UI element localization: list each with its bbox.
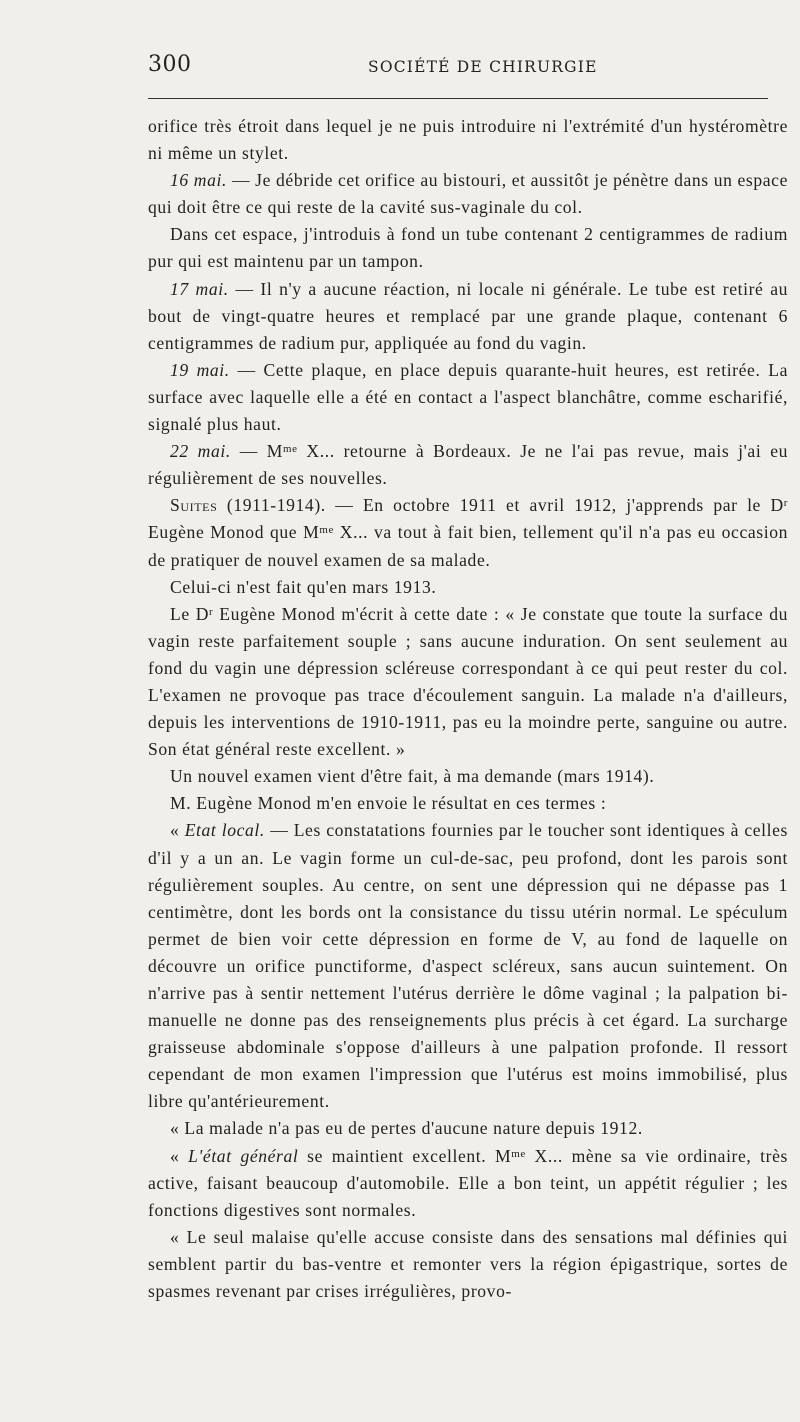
- paragraph: [148, 817, 788, 1115]
- paragraph: [148, 276, 788, 357]
- paragraph: [148, 1224, 788, 1305]
- date-label: 17 mai.: [170, 278, 229, 299]
- paragraph-text: Eugène Monod que M: [148, 522, 320, 543]
- superscript: r: [783, 497, 788, 510]
- section-label: L'état général: [188, 1145, 299, 1166]
- page-header: [148, 52, 776, 84]
- paragraph-text: X... mène sa vie ordinaire, très active, faisant beaucoup d'automobile. Elle a bon teint, un appétit régulier ; les fonctions digestives sont normales.: [148, 1145, 788, 1220]
- superscript: me: [283, 443, 298, 456]
- paragraph: [148, 357, 788, 438]
- paragraph-text: — Cette plaque, en place depuis quarante-huit heures, est retirée. La surface avec laquelle elle a été en contact a l'aspect blanchâtre, comme escharifié, signalé plus haut.: [148, 359, 788, 435]
- paragraph-text: — Je débride cet orifice au bistouri, et aussitôt je pénètre dans un espace qui doit être ce qui reste de la cavité sus-vaginale du col.: [148, 170, 788, 218]
- paragraph-text: Celui-ci n'est fait qu'en mars 1913.: [170, 576, 437, 597]
- paragraph: [148, 492, 788, 573]
- body-text: [148, 113, 788, 1305]
- superscript: r: [209, 605, 214, 618]
- paragraph-text: — M: [230, 441, 284, 462]
- date-label: 19 mai.: [170, 359, 230, 380]
- paragraph-text: Eugène Monod m'écrit à cette date : « Je constate que toute la surface du vagin reste parfaitement souple ; sans aucune induration. On sent seulement au fond du vagin une dépression scléreuse correspondant à ce qui peut rester du col. L'examen ne provoque pas trace d'écoulement sanguin. La malade n'a d'ailleurs, depuis les interventions de 1910-1911, pas eu la moindre perte, sanguine ou autre. Son état général reste excellent. »: [148, 603, 789, 760]
- paragraph-text: Dans cet espace, j'introduis à fond un tube contenant 2 centigrammes de radium pur qui est maintenu par un tampon.: [148, 224, 788, 272]
- paragraph-text: — Les constatations fournies par le toucher sont identiques à celles d'il y a un an. Le vagin forme un cul-de-sac, peu profond, dont les parois sont régulièrement souples. Au centre, on sent une dépression qui ne dépasse pas 1 centimètre, dont les bords ont la consistance du tissu utérin normal. Le spéculum permet de bien voir cette dépression en forme de V, au fond de laquelle on découvre un orifice punctiforme, d'aspect scléreux, sans aucun suintement. On n'arrive pas à sentir nettement l'utérus derrière le dôme vaginal ; la palpation bi-manuelle ne donne pas des renseignements plus précis à cet égard. La surcharge graisseuse abdominale s'oppose d'ailleurs à une palpation profonde. Il ressort cependant de mon examen l'impression que l'utérus est moins immobilisé, plus libre qu'antérieurement.: [148, 820, 788, 1112]
- paragraph-text: — Il n'y a aucune réaction, ni locale ni générale. Le tube est retiré au bout de vingt-quatre heures et remplacé par une grande plaque, contenant 6 centigrammes de radium pur, appliquée au fond du vagin.: [148, 278, 788, 353]
- date-label: 16 mai.: [170, 170, 227, 191]
- paragraph-text: « Le seul malaise qu'elle accuse consiste dans des sensations mal définies qui semblent partir du bas-ventre et remonter vers la région épigastrique, sortes de spasmes revenant par crises irrégulières, provo-: [148, 1226, 788, 1302]
- header-rule: [148, 98, 768, 99]
- paragraph-text: « La malade n'a pas eu de pertes d'aucune nature depuis 1912.: [170, 1118, 643, 1139]
- superscript: me: [511, 1147, 526, 1160]
- section-label: Etat local.: [184, 820, 265, 841]
- paragraph-text: M. Eugène Monod m'en envoie le résultat en ces termes :: [170, 793, 607, 814]
- quote-open: «: [170, 820, 185, 841]
- running-head: SOCIÉTÉ DE CHIRURGIE: [368, 58, 598, 76]
- paragraph: [148, 601, 788, 764]
- paragraph: [148, 790, 788, 817]
- paragraph-text: orifice très étroit dans lequel je ne puis introduire ni l'extrémité d'un hystéromètre ni même un stylet.: [148, 116, 788, 164]
- paragraph: [148, 763, 788, 790]
- paragraph: [148, 1115, 788, 1142]
- paragraph: [148, 113, 788, 167]
- paragraph-text: Le D: [170, 603, 210, 624]
- paragraph-text: Un nouvel examen vient d'être fait, à ma demande (mars 1914).: [170, 766, 655, 787]
- paragraph-text: se maintient excellent. M: [298, 1145, 512, 1166]
- quote-open: «: [170, 1145, 189, 1166]
- date-label: 22 mai.: [170, 441, 231, 462]
- superscript: me: [319, 524, 334, 537]
- section-lead: Suites: [170, 495, 218, 516]
- page-number: 300: [148, 52, 192, 77]
- paragraph: [148, 438, 788, 492]
- paragraph: [148, 221, 788, 275]
- paragraph: [148, 574, 788, 601]
- paragraph: [148, 167, 788, 221]
- paragraph-text: (1911-1914). — En octobre 1911 et avril 1912, j'apprends par le D: [217, 495, 784, 516]
- paragraph-text: X... va tout à fait bien, tellement qu'il n'a pas eu occasion de pratiquer de nouvel examen de sa malade.: [148, 522, 788, 570]
- paragraph: [148, 1143, 788, 1224]
- paragraph-text: X... retourne à Bordeaux. Je ne l'ai pas revue, mais j'ai eu régulièrement de ses nouvelles.: [148, 441, 789, 489]
